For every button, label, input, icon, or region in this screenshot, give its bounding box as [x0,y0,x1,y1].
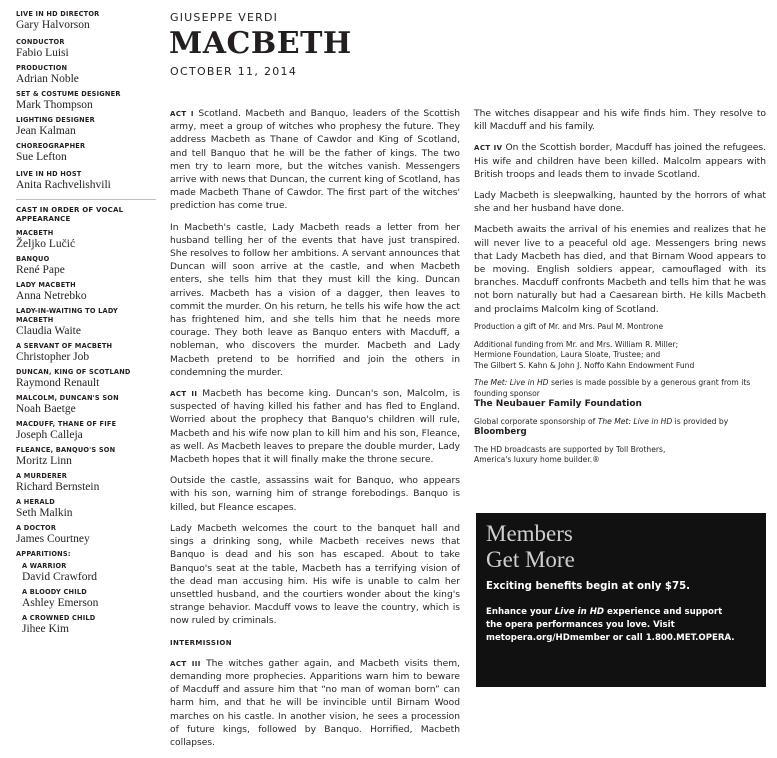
cast-lady-macbeth [16,281,156,303]
ad-body-line-1: experience and support [604,607,723,617]
apparition-name: Jihee Kim [22,623,69,635]
cast-doctor [16,524,156,546]
global-met-live-title: The Met: Live in HD [597,416,673,426]
synopsis-column-right [474,108,766,325]
act4-label: ACT IV [474,144,503,153]
cast-duncan [16,368,156,390]
cast-name: Joseph Calleja [16,429,83,441]
apparition-warrior [16,562,156,584]
credit-role: LIVE IN HD DIRECTOR [16,10,100,18]
synopsis-column-left [170,108,460,758]
apparition-name: David Crawford [22,571,98,583]
cast-macbeth [16,229,156,251]
performance-date: OCTOBER 11, 2014 [170,65,298,78]
credit-conductor [16,38,156,60]
funding-credits [474,322,766,473]
act3-paragraph-2: The witches disappear and his wife finds him. They resolve to kill Macduff and his family. [474,109,766,133]
additional-funding [474,340,766,372]
cast-name: Christopher Job [16,351,90,363]
credit-host [16,170,156,192]
met-live-text: series is made possible by a generous grant from its founding sponsor [474,378,751,398]
act4-paragraph-3: Macbeth awaits the arrival of his enemies and realizes that he will never live to a peaceful old age. Messengers bring news that Lady Macbeth has died, and that Birnam Wood appears to be moving. English soldiers appear, camouflaged with its branches. Macduff confronts Macbeth and tells him that he was not born naturally but had a Caesarean birth. He kills Macbeth and proclaims Malcolm king of Scotland. [474,225,766,315]
neubauer-foundation: The Neubauer Family Foundation [474,399,642,409]
cast-murderer [16,472,156,494]
sidebar-divider [16,199,156,200]
cast-role: A HERALD [16,498,55,506]
cast-role: FLEANCE, BANQUO'S SON [16,446,116,454]
credit-live-hd-director [16,10,156,32]
credit-role: LIVE IN HD HOST [16,170,82,178]
act4-paragraph-1 [474,142,766,182]
cast-role: BANQUO [16,255,50,263]
cast-name: Richard Bernstein [16,481,100,493]
act1-paragraph-1 [170,108,460,214]
credit-role: CONDUCTOR [16,38,65,46]
credit-production [16,64,156,86]
cast-role: MACBETH [16,229,54,237]
cast-banquo [16,255,156,277]
cast-role: A DOCTOR [16,524,57,532]
apparitions-header: APPARITIONS: [16,550,71,558]
production-gift: Production a gift of Mr. and Mrs. Paul M. Montrone [474,322,664,331]
credit-name: Anita Rachvelishvili [16,179,111,191]
credit-set-costume [16,90,156,112]
act3-text-1: The witches gather again, and Macbeth visits them, demanding more prophecies. Apparitions warn him to beware of Macduff and assure him that “no man of woman born” can harm him, and that he will be invincible until Birnam Wood marches on his castle. In another vision, he sees a procession of future kings, followed by Banquo. Horrified, Macbeth collapses. [170,658,460,748]
cast-role: LADY-IN-WAITING TO LADY MACBETH [16,307,119,324]
global-sponsorship [474,417,766,438]
ad-title-line-1: Members [486,521,573,546]
act2-paragraph-3: Lady Macbeth welcomes the court to the banquet hall and sings a drinking song, while Macbeth receives news that Banquo is dead and his son has escaped. About to take Banquo's seat at the table, Macbeth has a terrifying vision of the dead man accusing him. His wife is unable to calm her unsettled husband, and the courtiers wonder about the king's strange behavior. Macduff vows to leave the country, which is now ruled by criminals. [170,523,460,627]
credit-name: Adrian Noble [16,73,79,85]
cast-header: CAST IN ORDER OF VOCAL APPEARANCE [16,206,124,223]
act1-label: ACT I [170,110,194,118]
act1-paragraph-2: In Macbeth's castle, Lady Macbeth reads a letter from her husband telling her of the events that have just transpired. She resolves to follow her ambitions. A servant announces that Duncan will soon arrive at the castle, and when Macbeth enters, she tells him that they must kill the king. Duncan arrives. Macbeth has a vision of a dagger, then leaves to commit the murder. On his return, he tells his wife how the act has frightened him, and she tells him that he needs more courage. They both leave as Banquo enters with Macduff, a nobleman, who discovers the murder. Macbeth and Lady Macbeth pretend to be horrified and join the others in condemning the murder. [170,222,460,378]
credit-name: Fabio Luisi [16,47,69,59]
act2-text-1: Macbeth has become king. Duncan's son, Malcolm, is suspected of having killed his father and has fled to England. Worried about the prophecy that Banquo's children will rule, Macbeth and his wife now plan to kill him and his son, Fleance, as well. As Macbeth leaves to prepare the double murder, Lady Macbeth hopes that it will finally make the throne secure. [170,389,460,466]
ad-body [486,606,758,645]
credit-name: Jean Kalman [16,125,76,137]
apparition-crowned-child [16,614,156,636]
act4-paragraph-2: Lady Macbeth is sleepwalking, haunted by the horrors of what she and her husband have done. [474,191,766,215]
apparition-bloody-child [16,588,156,610]
apparition-name: Ashley Emerson [22,597,99,609]
met-live-sponsor [474,378,766,410]
cast-role: A MURDERER [16,472,68,480]
members-ad-box [476,513,766,687]
act4-text-1: On the Scottish border, Macduff has joined the refugees. His wife and children have been killed. Malcolm appears with British troops and leads them to invade Scotland. [474,143,766,180]
toll-brothers-credit [474,445,766,466]
met-live-title: The Met: Live in HD [474,378,549,387]
cast-role: MACDUFF, THANE OF FIFE [16,420,117,428]
additional-funding-line-2: Hermione Foundation, Laura Sloate, Trustee; and [474,350,661,359]
credit-name: Gary Halvorson [16,19,90,31]
ad-title-line-2: Get More [486,547,575,572]
cast-fleance [16,446,156,468]
bloomberg-logo: Bloomberg [474,427,527,437]
cast-macduff [16,420,156,442]
ad-subtitle: Exciting benefits begin at only $75. [486,581,691,592]
act2-paragraph-2: Outside the castle, assassins wait for Banquo, who appears with his son, warning him of strange forebodings. Banquo is killed, but Fleance escapes. [170,476,460,513]
apparition-role: A CROWNED CHILD [22,614,96,622]
global-suffix: is provided by [672,416,729,426]
cast-role: MALCOLM, DUNCAN'S SON [16,394,119,402]
cast-name: Željko Lučić [16,238,76,250]
cast-name: James Courtney [16,533,90,545]
intermission-label: INTERMISSION [170,638,232,647]
act2-label: ACT II [170,390,198,399]
cast-name: René Pape [16,264,65,276]
cast-servant [16,342,156,364]
toll-line-2: America's luxury home builder.® [474,455,600,464]
credit-name: Sue Lefton [16,151,67,163]
apparition-role: A BLOODY CHILD [22,588,87,596]
act2-paragraph-1 [170,388,460,467]
page-title: MACBETH [169,26,352,61]
ad-body-line-2: the opera performances you love. Visit [486,620,675,630]
credit-role: LIGHTING DESIGNER [16,116,95,124]
cast-name: Noah Baetge [16,403,76,415]
ad-membership-link[interactable]: metopera.org/HDmember or call 1.800.MET.OPERA. [486,633,735,643]
additional-funding-line-1: Additional funding from Mr. and Mrs. William R. Miller; [474,339,679,349]
credit-role: PRODUCTION [16,64,68,72]
global-prefix: Global corporate sponsorship of [474,416,598,426]
credits-sidebar [16,10,156,640]
composer-name: GIUSEPPE VERDI [170,11,279,24]
credit-role: SET & COSTUME DESIGNER [16,90,121,98]
cast-name: Anna Netrebko [16,290,87,302]
cast-lady-in-waiting [16,307,156,338]
act1-text-1: Scotland. Macbeth and Banquo, leaders of the Scottish army, meet a group of witches who prophesy the future. They address Macbeth as Thane of Cawdor and King of Scotland, and tell Banquo that he will be the father of kings. The two men try to learn more, but the witches vanish. Messengers arrive with news that Duncan, the current king of Scotland, has made Macbeth Thane of Cawdor. The first part of the witches' prediction has come true. [170,109,461,212]
cast-name: Seth Malkin [16,507,73,519]
act3-paragraph-1 [170,658,460,750]
ad-body-prefix: Enhance your [486,607,555,617]
credit-role: CHOREOGRAPHER [16,142,86,150]
cast-role: LADY MACBETH [16,281,76,289]
credit-name: Mark Thompson [16,99,93,111]
additional-funding-line-3: The Gilbert S. Kahn & John J. Noffo Kahn Endowment Fund [474,360,695,370]
cast-name: Moritz Linn [16,455,72,467]
cast-malcolm [16,394,156,416]
apparition-role: A WARRIOR [22,562,67,570]
cast-role: DUNCAN, KING OF SCOTLAND [16,368,131,376]
toll-line-1: The HD broadcasts are supported by Toll Brothers, [474,444,666,454]
act3-label: ACT III [170,659,201,668]
credit-lighting [16,116,156,138]
ad-title [486,521,575,573]
cast-name: Raymond Renault [16,377,100,389]
cast-name: Claudia Waite [16,325,81,337]
credit-choreographer [16,142,156,164]
cast-role: A SERVANT OF MACBETH [16,342,113,350]
cast-herald [16,498,156,520]
ad-body-italic: Live in HD [554,607,605,617]
